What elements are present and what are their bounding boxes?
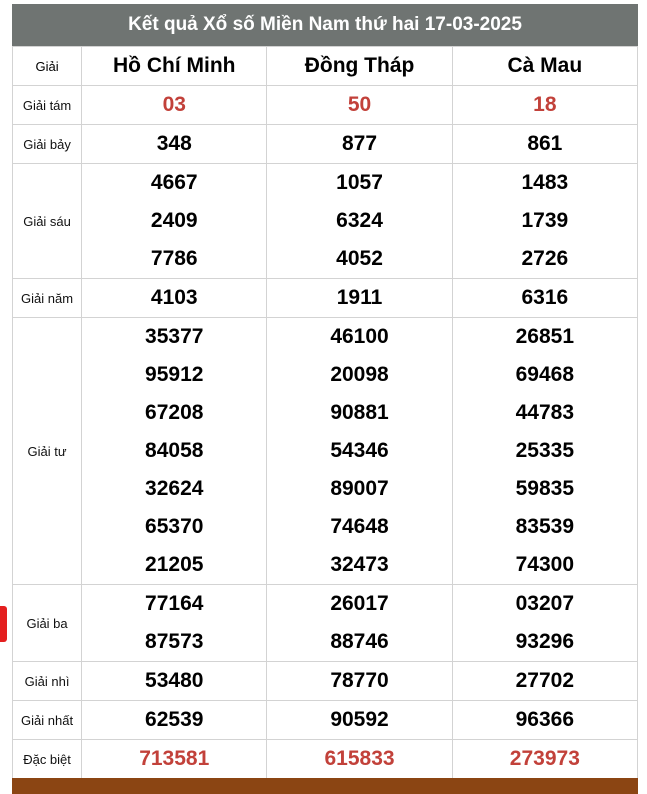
prize-label: Giải nhất (13, 701, 82, 740)
results-title: Kết quả Xổ số Miền Nam thứ hai 17-03-2025 (12, 4, 638, 46)
result-number: 77164 (145, 592, 204, 615)
result-number: 21205 (145, 553, 204, 576)
result-number: 4103 (150, 286, 198, 309)
result-cell (82, 86, 267, 125)
result-cell (82, 662, 267, 701)
prize-label: Giải tám (13, 86, 82, 125)
prize-label: Giải sáu (13, 164, 82, 279)
result-number: 89007 (330, 477, 389, 500)
result-number: 6316 (521, 286, 569, 309)
result-number: 6324 (336, 209, 383, 232)
result-number: 46100 (330, 325, 389, 348)
result-number: 54346 (330, 439, 389, 462)
result-number: 32473 (330, 553, 389, 576)
result-number: 96366 (515, 708, 575, 731)
result-number: 2409 (150, 209, 198, 232)
result-number: 26851 (515, 325, 575, 348)
prize-label: Giải ba (13, 585, 82, 662)
result-cell (267, 662, 452, 701)
table-header-row (13, 47, 638, 86)
result-number: 32624 (145, 477, 204, 500)
result-number: 88746 (330, 630, 389, 653)
result-cell (82, 585, 267, 662)
footer-bar (12, 778, 638, 794)
prize-row (13, 662, 638, 701)
prize-row (13, 86, 638, 125)
result-cell (452, 585, 637, 662)
result-number: 62539 (145, 708, 204, 731)
result-number: 90592 (330, 708, 389, 731)
result-number: 615833 (324, 747, 395, 770)
result-number: 53480 (145, 669, 204, 692)
prize-label: Giải bảy (13, 125, 82, 164)
result-number: 27702 (515, 669, 575, 692)
result-number: 20098 (330, 363, 389, 386)
prize-label: Đặc biệt (13, 740, 82, 779)
result-number: 1057 (336, 171, 383, 194)
result-cell (82, 164, 267, 279)
result-number: 877 (342, 132, 378, 155)
result-number: 7786 (150, 247, 198, 270)
result-cell (452, 125, 637, 164)
result-cell (452, 86, 637, 125)
result-cell (267, 279, 452, 318)
result-cell (267, 740, 452, 779)
prize-row (13, 585, 638, 662)
prize-row (13, 740, 638, 779)
result-cell (82, 318, 267, 585)
side-tab-button[interactable] (0, 606, 7, 642)
result-number: 74300 (515, 553, 575, 576)
result-cell (82, 740, 267, 779)
prize-row (13, 318, 638, 585)
result-cell (452, 662, 637, 701)
result-number: 50 (347, 93, 372, 116)
result-number: 4667 (150, 171, 198, 194)
prize-row (13, 125, 638, 164)
result-number: 59835 (515, 477, 575, 500)
result-cell (267, 585, 452, 662)
prize-row (13, 279, 638, 318)
prize-label: Giải năm (13, 279, 82, 318)
result-number: 87573 (145, 630, 204, 653)
result-number: 84058 (145, 439, 204, 462)
result-number: 90881 (330, 401, 389, 424)
province-header[interactable]: Đồng Tháp (267, 47, 452, 86)
result-cell (82, 701, 267, 740)
prize-label: Giải tư (13, 318, 82, 585)
result-number: 65370 (145, 515, 204, 538)
result-number: 03 (162, 93, 186, 116)
result-number: 03207 (515, 592, 575, 615)
result-number: 1739 (521, 209, 569, 232)
prize-label: Giải nhì (13, 662, 82, 701)
result-number: 26017 (330, 592, 389, 615)
result-cell (267, 125, 452, 164)
result-number: 861 (527, 132, 563, 155)
result-number: 2726 (521, 247, 569, 270)
province-header[interactable]: Cà Mau (452, 47, 637, 86)
result-cell (267, 701, 452, 740)
result-number: 273973 (509, 747, 580, 770)
result-number: 25335 (515, 439, 575, 462)
result-cell (452, 740, 637, 779)
result-cell (452, 318, 637, 585)
result-number: 348 (156, 132, 192, 155)
result-number: 35377 (145, 325, 204, 348)
prize-row (13, 701, 638, 740)
prize-row (13, 164, 638, 279)
result-number: 93296 (515, 630, 575, 653)
result-number: 69468 (515, 363, 575, 386)
result-number: 67208 (145, 401, 204, 424)
province-header[interactable]: Hồ Chí Minh (82, 47, 267, 86)
results-panel (12, 4, 638, 779)
result-number: 1483 (521, 171, 569, 194)
result-cell (267, 86, 452, 125)
result-number: 44783 (515, 401, 575, 424)
result-cell (452, 279, 637, 318)
result-cell (267, 164, 452, 279)
result-cell (82, 279, 267, 318)
results-table (12, 46, 638, 779)
result-number: 18 (533, 93, 557, 116)
result-cell (452, 701, 637, 740)
result-number: 4052 (336, 247, 383, 270)
result-number: 78770 (330, 669, 389, 692)
prize-column-header: Giải (13, 47, 82, 86)
result-number: 74648 (330, 515, 389, 538)
result-number: 713581 (139, 747, 210, 770)
result-cell (452, 164, 637, 279)
result-cell (267, 318, 452, 585)
result-cell (82, 125, 267, 164)
result-number: 83539 (515, 515, 575, 538)
result-number: 95912 (145, 363, 204, 386)
result-number: 1911 (336, 286, 383, 309)
